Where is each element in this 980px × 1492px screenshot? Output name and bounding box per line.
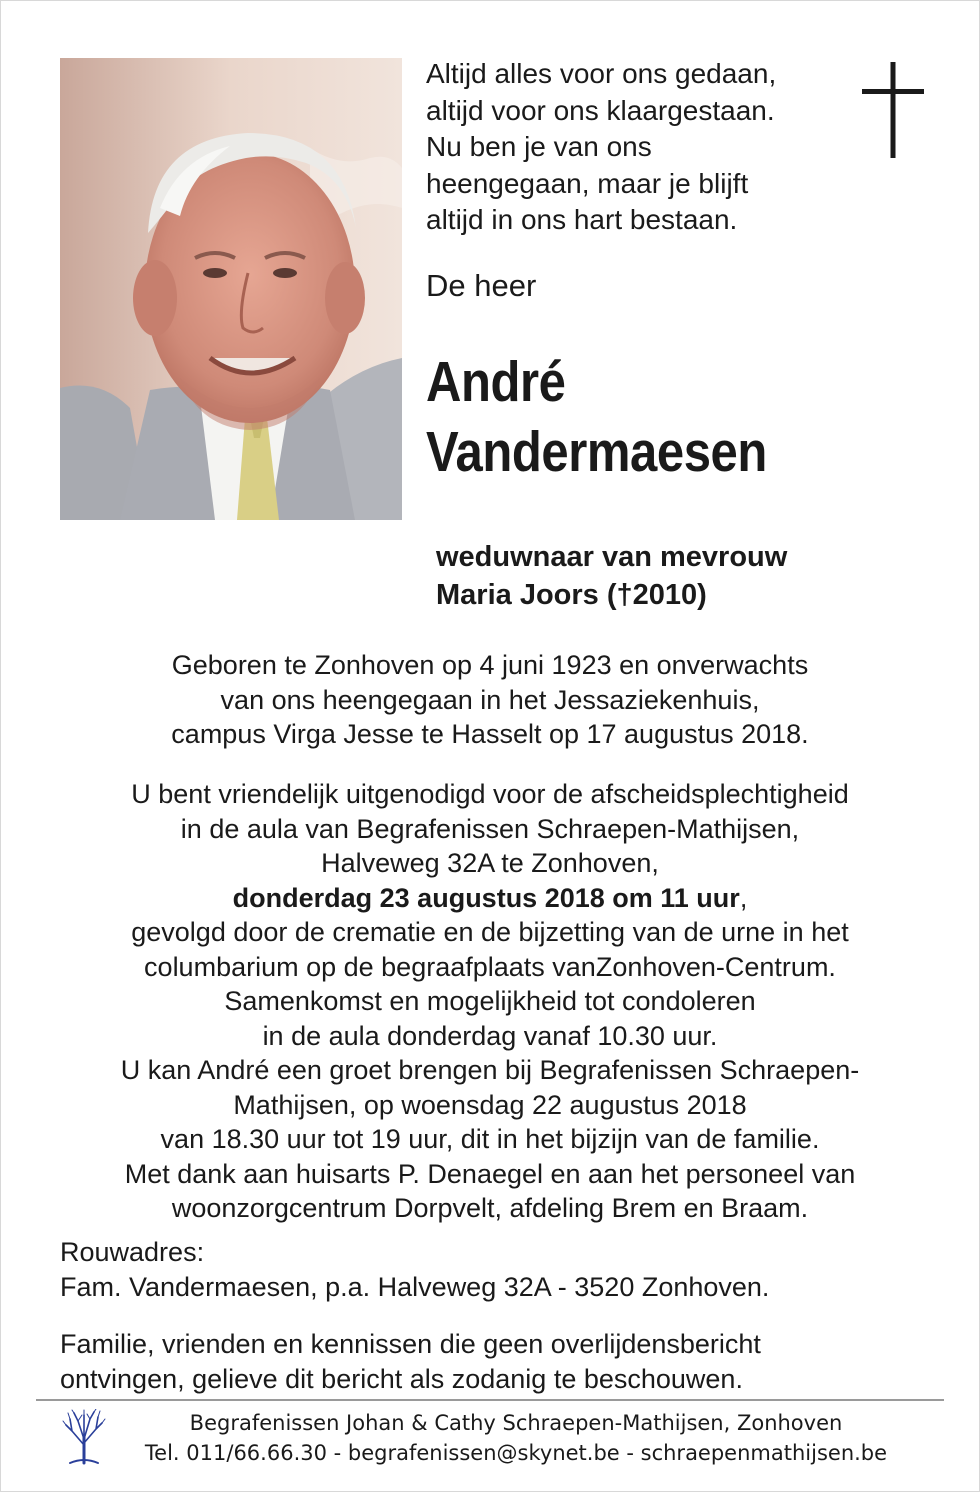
portrait-photo: [60, 58, 402, 520]
honorific: De heer: [426, 268, 537, 303]
text-line: Geboren te Zonhoven op 4 juni 1923 en onverwachts: [171, 650, 809, 680]
text-line: Mathijsen, op woensdag 22 augustus 2018: [233, 1089, 747, 1120]
funeral-home-contact: Tel. 011/66.66.30 - begrafenissen@skynet.be - schraepenmathijsen.be: [144, 1441, 888, 1465]
ceremony-date-line: [40, 881, 940, 916]
text-line: Samenkomst en mogelijkheid tot condoleren: [224, 986, 756, 1016]
invitation-paragraph: [40, 777, 940, 1226]
funeral-home-name: Begrafenissen Johan & Cathy Schraepen-Mathijsen, Zonhoven: [189, 1411, 843, 1435]
poem-line: Altijd alles voor ons gedaan,: [426, 58, 777, 89]
address-value: Fam. Vandermaesen, p.a. Halveweg 32A - 3520 Zonhoven.: [60, 1271, 770, 1302]
funeral-home-footer: [126, 1408, 906, 1468]
ceremony-date-suffix: ,: [739, 882, 748, 913]
text-line: van ons heengegaan in het Jessaziekenhuis,: [220, 684, 760, 715]
text-line: Familie, vrienden en kennissen die geen overlijdensbericht: [60, 1329, 761, 1359]
cross-icon: [862, 62, 924, 165]
poem-line: heengegaan, maar je blijft: [426, 167, 749, 199]
text-line: Met dank aan huisarts P. Denaegel en aan het personeel van: [124, 1158, 856, 1189]
poem-line: altijd voor ons klaargestaan.: [426, 94, 775, 126]
deceased-name: [426, 347, 890, 487]
family-note: [60, 1327, 940, 1396]
ceremony-date: donderdag 23 augustus 2018 om 11 uur: [232, 882, 740, 913]
text-line: woonzorgcentrum Dorpvelt, afdeling Brem en Braam.: [171, 1193, 809, 1223]
text-line: in de aula van Begrafenissen Schraepen-Mathijsen,: [180, 813, 800, 844]
text-line: Halveweg 32A te Zonhoven,: [321, 848, 659, 878]
widower-line: weduwnaar van mevrouw: [436, 541, 788, 573]
text-line: gevolgd door de crematie en de bijzetting van de urne in het: [131, 917, 849, 947]
text-line: U kan André een groet brengen bij Begrafenissen Schraepen-: [120, 1055, 860, 1085]
widower-line: Maria Joors (†2010): [436, 579, 707, 611]
footer-divider: [36, 1399, 944, 1401]
text-line: in de aula donderdag vanaf 10.30 uur.: [262, 1020, 718, 1051]
mourning-address: [60, 1235, 940, 1304]
first-name: André: [426, 350, 566, 414]
poem-line: altijd in ons hart bestaan.: [426, 204, 738, 235]
widower-note: [436, 538, 956, 614]
last-name: Vandermaesen: [426, 420, 767, 484]
text-line: ontvingen, gelieve dit bericht als zodanig te beschouwen.: [60, 1363, 743, 1394]
address-label: Rouwadres:: [60, 1237, 205, 1267]
poem-line: Nu ben je van ons: [426, 131, 652, 162]
text-line: columbarium op de begraafplaats vanZonhoven-Centrum.: [144, 951, 836, 982]
birth-death-paragraph: [40, 648, 940, 752]
tree-logo-icon: [62, 1409, 106, 1470]
memorial-poem: [426, 56, 856, 239]
text-line: U bent vriendelijk uitgenodigd voor de afscheidsplechtigheid: [131, 779, 849, 809]
text-line: van 18.30 uur tot 19 uur, dit in het bijzijn van de familie.: [160, 1124, 820, 1154]
text-line: campus Virga Jesse te Hasselt op 17 augustus 2018.: [171, 719, 809, 749]
